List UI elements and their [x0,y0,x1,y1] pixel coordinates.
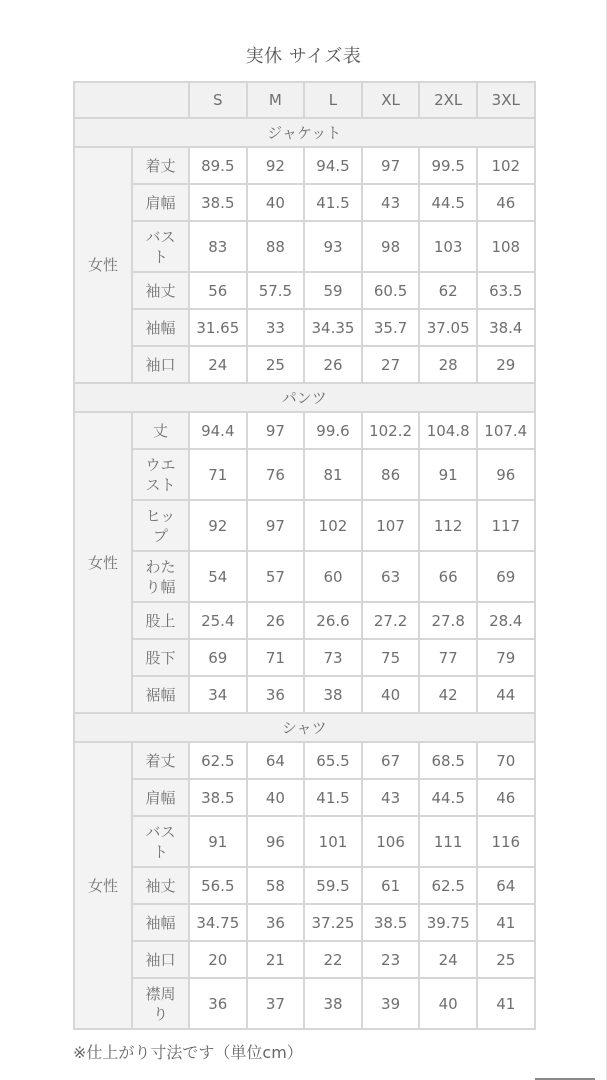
size-value-cell: 25 [477,941,535,978]
size-value-cell: 21 [247,941,305,978]
table-row [74,978,535,1029]
table-row [74,500,535,551]
measurement-label: 袖幅 [132,309,189,346]
size-value-cell: 36 [247,676,305,713]
size-value-cell: 94.5 [304,147,362,184]
size-value-cell: 71 [189,449,247,500]
table-row [74,867,535,904]
size-value-cell: 81 [304,449,362,500]
header-blank-cell [74,82,189,118]
table-row [74,602,535,639]
table-row [74,346,535,383]
size-value-cell: 37.25 [304,904,362,941]
measurement-label: 袖丈 [132,867,189,904]
measurement-label: 股下 [132,639,189,676]
section-title: シャツ [74,713,535,742]
size-value-cell: 93 [304,221,362,272]
measurement-label: 着丈 [132,147,189,184]
size-value-cell: 69 [477,551,535,602]
size-value-cell: 88 [247,221,305,272]
size-value-cell: 62 [419,272,477,309]
measurement-label: 肩幅 [132,779,189,816]
size-value-cell: 20 [189,941,247,978]
size-value-cell: 27.2 [362,602,420,639]
size-value-cell: 64 [477,867,535,904]
size-value-cell: 39 [362,978,420,1029]
size-value-cell: 26 [247,602,305,639]
size-value-cell: 29 [477,346,535,383]
size-value-cell: 68.5 [419,742,477,779]
size-value-cell: 27.8 [419,602,477,639]
size-value-cell: 36 [189,978,247,1029]
size-value-cell: 59 [304,272,362,309]
size-value-cell: 77 [419,639,477,676]
size-value-cell: 44 [477,676,535,713]
size-value-cell: 35.7 [362,309,420,346]
table-row [74,551,535,602]
size-value-cell: 104.8 [419,412,477,449]
size-value-cell: 56 [189,272,247,309]
size-value-cell: 24 [419,941,477,978]
table-row [74,779,535,816]
table-row [74,221,535,272]
size-value-cell: 94.4 [189,412,247,449]
size-value-cell: 116 [477,816,535,867]
measurement-label: ヒップ [132,500,189,551]
size-header-s: S [189,82,247,118]
measurement-label: わたり幅 [132,551,189,602]
size-table [73,81,536,1030]
size-value-cell: 34 [189,676,247,713]
size-value-cell: 41.5 [304,184,362,221]
table-row [74,449,535,500]
size-value-cell: 36 [247,904,305,941]
size-value-cell: 54 [189,551,247,602]
size-value-cell: 66 [419,551,477,602]
size-value-cell: 41 [477,904,535,941]
gender-cell: 女性 [74,742,132,1029]
unit-note: ※仕上がり寸法です（単位cm） [73,1043,303,1062]
size-value-cell: 39.75 [419,904,477,941]
size-value-cell: 61 [362,867,420,904]
size-value-cell: 103 [419,221,477,272]
measurement-label: 袖口 [132,346,189,383]
size-header-m: M [247,82,305,118]
measurement-label: バスト [132,221,189,272]
table-row [74,816,535,867]
size-value-cell: 43 [362,184,420,221]
size-value-cell: 41.5 [304,779,362,816]
gender-cell: 女性 [74,147,132,383]
size-value-cell: 24 [189,346,247,383]
table-row [74,904,535,941]
measurement-label: 股上 [132,602,189,639]
measurement-label: 丈 [132,412,189,449]
size-value-cell: 44.5 [419,184,477,221]
size-value-cell: 31.65 [189,309,247,346]
measurement-label: ウエスト [132,449,189,500]
size-value-cell: 34.35 [304,309,362,346]
size-value-cell: 38 [304,676,362,713]
size-value-cell: 25.4 [189,602,247,639]
size-value-cell: 117 [477,500,535,551]
size-value-cell: 26 [304,346,362,383]
size-value-cell: 75 [362,639,420,676]
size-value-cell: 63 [362,551,420,602]
table-row [74,309,535,346]
size-value-cell: 46 [477,779,535,816]
size-value-cell: 99.6 [304,412,362,449]
measurement-label: 裾幅 [132,676,189,713]
size-value-cell: 38 [304,978,362,1029]
section-title: ジャケット [74,118,535,147]
size-value-cell: 23 [362,941,420,978]
size-header-row [74,82,535,118]
size-value-cell: 40 [247,779,305,816]
size-value-cell: 97 [362,147,420,184]
section-row-jacket [74,118,535,147]
size-value-cell: 96 [477,449,535,500]
size-value-cell: 102.2 [362,412,420,449]
measurement-label: 袖幅 [132,904,189,941]
size-header-xl: XL [362,82,420,118]
size-value-cell: 108 [477,221,535,272]
size-value-cell: 97 [247,500,305,551]
size-value-cell: 98 [362,221,420,272]
size-value-cell: 38.5 [362,904,420,941]
size-value-cell: 76 [247,449,305,500]
size-value-cell: 112 [419,500,477,551]
size-value-cell: 38.4 [477,309,535,346]
size-value-cell: 33 [247,309,305,346]
size-value-cell: 25 [247,346,305,383]
size-value-cell: 38.5 [189,779,247,816]
size-value-cell: 92 [247,147,305,184]
size-value-cell: 42 [419,676,477,713]
gender-cell: 女性 [74,412,132,713]
size-value-cell: 107 [362,500,420,551]
size-value-cell: 62.5 [189,742,247,779]
size-value-cell: 69 [189,639,247,676]
table-row [74,676,535,713]
size-value-cell: 59.5 [304,867,362,904]
size-value-cell: 91 [419,449,477,500]
size-value-cell: 97 [247,412,305,449]
size-value-cell: 57.5 [247,272,305,309]
size-value-cell: 27 [362,346,420,383]
table-row [74,742,535,779]
size-value-cell: 79 [477,639,535,676]
size-value-cell: 102 [304,500,362,551]
size-value-cell: 41 [477,978,535,1029]
size-value-cell: 83 [189,221,247,272]
size-value-cell: 60.5 [362,272,420,309]
table-row [74,184,535,221]
size-value-cell: 58 [247,867,305,904]
size-value-cell: 102 [477,147,535,184]
size-value-cell: 22 [304,941,362,978]
measurement-label: 肩幅 [132,184,189,221]
size-value-cell: 38.5 [189,184,247,221]
size-value-cell: 46 [477,184,535,221]
page-title: 実休 サイズ表 [245,46,362,67]
size-value-cell: 91 [189,816,247,867]
section-title: パンツ [74,383,535,412]
size-value-cell: 43 [362,779,420,816]
size-value-cell: 63.5 [477,272,535,309]
size-value-cell: 28 [419,346,477,383]
table-row [74,639,535,676]
section-row-shirt [74,713,535,742]
size-value-cell: 40 [247,184,305,221]
measurement-label: 袖口 [132,941,189,978]
size-value-cell: 34.75 [189,904,247,941]
size-value-cell: 71 [247,639,305,676]
size-value-cell: 28.4 [477,602,535,639]
measurement-label: 襟周り [132,978,189,1029]
size-value-cell: 86 [362,449,420,500]
table-row [74,147,535,184]
size-value-cell: 106 [362,816,420,867]
table-row [74,941,535,978]
section-row-pants [74,383,535,412]
measurement-label: 着丈 [132,742,189,779]
size-value-cell: 40 [362,676,420,713]
measurement-label: 袖丈 [132,272,189,309]
measurement-label: バスト [132,816,189,867]
size-value-cell: 64 [247,742,305,779]
size-value-cell: 111 [419,816,477,867]
size-value-cell: 40 [419,978,477,1029]
size-value-cell: 99.5 [419,147,477,184]
size-value-cell: 26.6 [304,602,362,639]
size-value-cell: 65.5 [304,742,362,779]
size-value-cell: 70 [477,742,535,779]
size-header-l: L [304,82,362,118]
size-value-cell: 89.5 [189,147,247,184]
size-value-cell: 67 [362,742,420,779]
size-value-cell: 37.05 [419,309,477,346]
size-value-cell: 92 [189,500,247,551]
size-value-cell: 62.5 [419,867,477,904]
size-value-cell: 60 [304,551,362,602]
table-row [74,272,535,309]
table-row [74,412,535,449]
size-value-cell: 107.4 [477,412,535,449]
size-value-cell: 37 [247,978,305,1029]
size-value-cell: 44.5 [419,779,477,816]
size-value-cell: 101 [304,816,362,867]
size-value-cell: 73 [304,639,362,676]
size-header-2xl: 2XL [419,82,477,118]
size-value-cell: 57 [247,551,305,602]
size-value-cell: 56.5 [189,867,247,904]
size-value-cell: 96 [247,816,305,867]
size-header-3xl: 3XL [477,82,535,118]
